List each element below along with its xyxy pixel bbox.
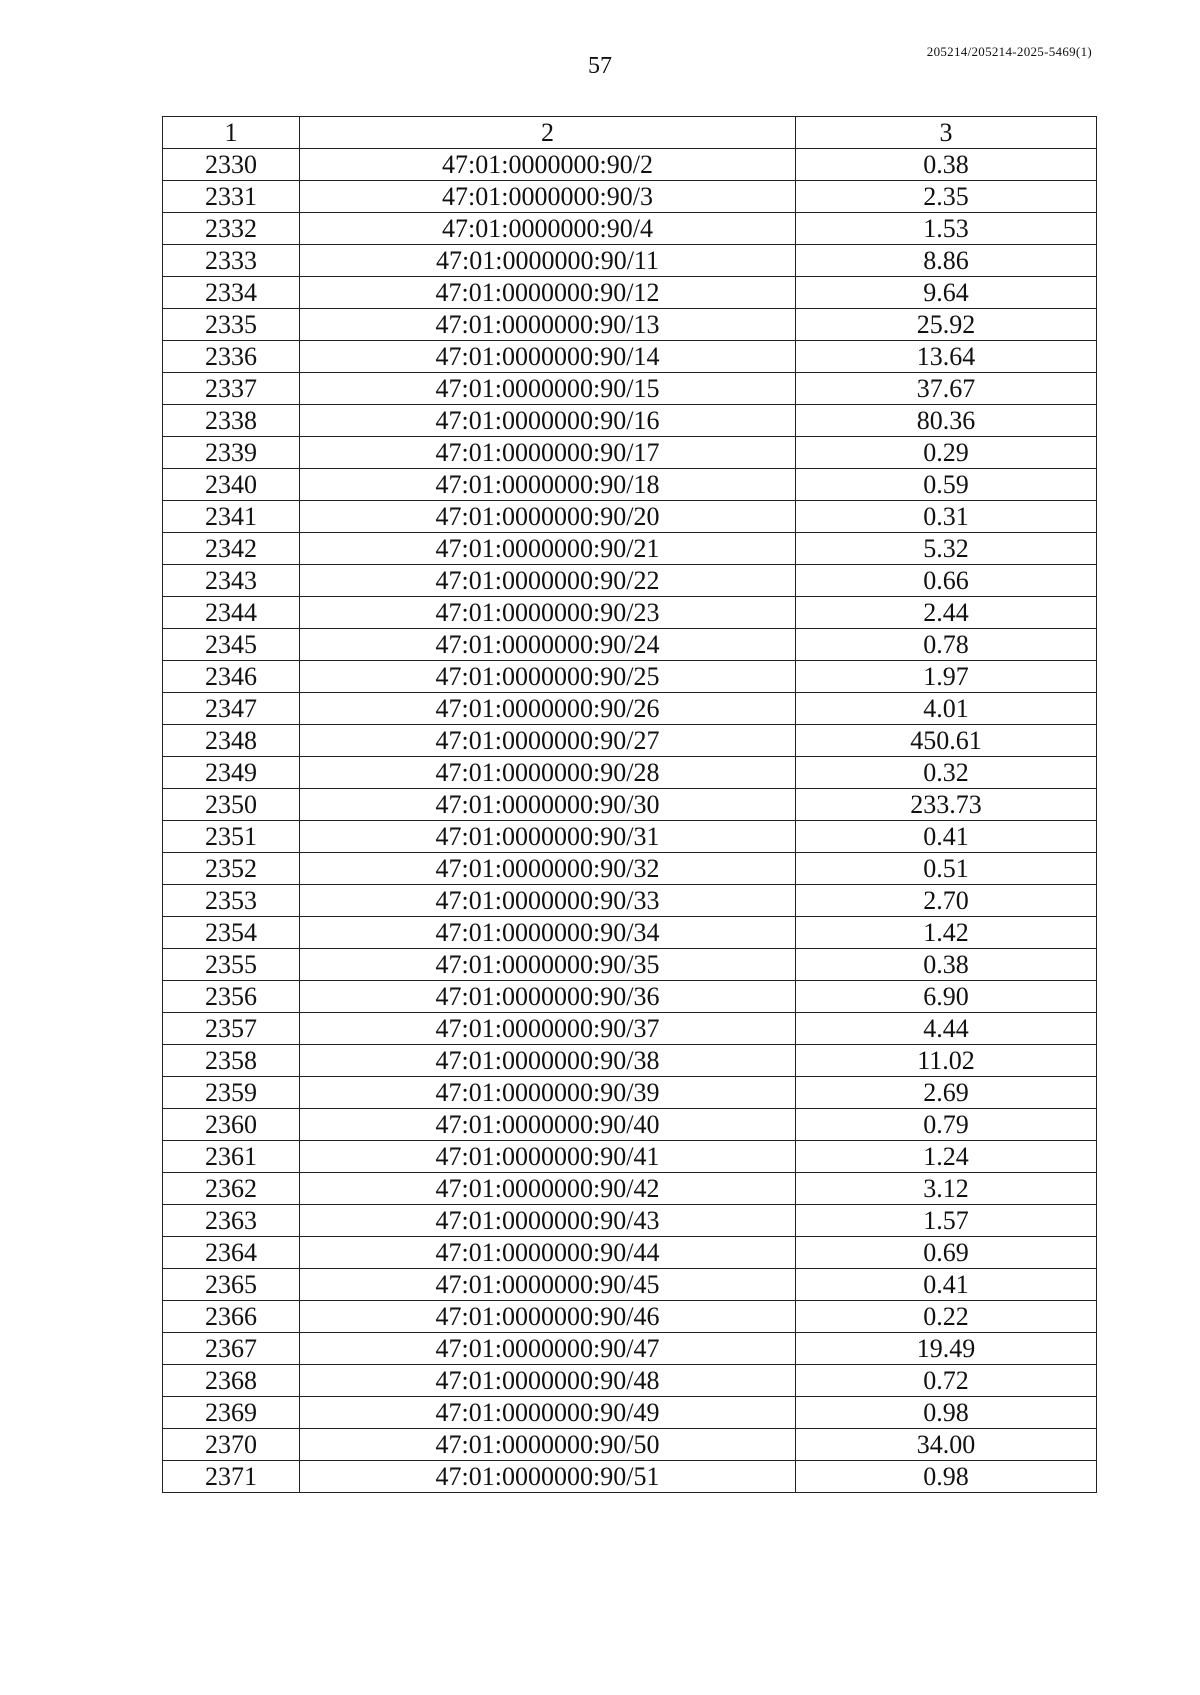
table-row <box>163 661 1097 693</box>
cadastral-number-cell: 47:01:0000000:90/45 <box>300 1269 796 1301</box>
cadastral-number-cell: 47:01:0000000:90/39 <box>300 1077 796 1109</box>
table-row <box>163 1077 1097 1109</box>
area-value-cell: 0.29 <box>796 437 1097 469</box>
cadastral-number-cell: 47:01:0000000:90/44 <box>300 1237 796 1269</box>
row-number-cell: 2344 <box>163 597 300 629</box>
table-row <box>163 1397 1097 1429</box>
cadastral-number-cell: 47:01:0000000:90/22 <box>300 565 796 597</box>
table-row <box>163 1365 1097 1397</box>
table-row <box>163 373 1097 405</box>
area-value-cell: 3.12 <box>796 1173 1097 1205</box>
row-number-cell: 2360 <box>163 1109 300 1141</box>
cadastral-number-cell: 47:01:0000000:90/30 <box>300 789 796 821</box>
cadastral-number-cell: 47:01:0000000:90/46 <box>300 1301 796 1333</box>
row-number-cell: 2365 <box>163 1269 300 1301</box>
cadastral-number-cell: 47:01:0000000:90/37 <box>300 1013 796 1045</box>
row-number-cell: 2340 <box>163 469 300 501</box>
area-value-cell: 0.98 <box>796 1461 1097 1493</box>
cadastral-number-cell: 47:01:0000000:90/38 <box>300 1045 796 1077</box>
table-row <box>163 1461 1097 1493</box>
row-number-cell: 2350 <box>163 789 300 821</box>
cadastral-number-cell: 47:01:0000000:90/24 <box>300 629 796 661</box>
row-number-cell: 2330 <box>163 149 300 181</box>
row-number-cell: 2336 <box>163 341 300 373</box>
row-number-cell: 2346 <box>163 661 300 693</box>
row-number-cell: 2361 <box>163 1141 300 1173</box>
table-row <box>163 821 1097 853</box>
area-value-cell: 0.59 <box>796 469 1097 501</box>
header-row <box>163 117 1097 149</box>
row-number-cell: 2356 <box>163 981 300 1013</box>
table-row <box>163 885 1097 917</box>
cadastral-number-cell: 47:01:0000000:90/16 <box>300 405 796 437</box>
table-row <box>163 1333 1097 1365</box>
table-row <box>163 245 1097 277</box>
row-number-cell: 2354 <box>163 917 300 949</box>
row-number-cell: 2338 <box>163 405 300 437</box>
area-value-cell: 0.32 <box>796 757 1097 789</box>
row-number-cell: 2337 <box>163 373 300 405</box>
cadastral-number-cell: 47:01:0000000:90/47 <box>300 1333 796 1365</box>
row-number-cell: 2367 <box>163 1333 300 1365</box>
cadastral-number-cell: 47:01:0000000:90/32 <box>300 853 796 885</box>
table-row <box>163 917 1097 949</box>
table-row <box>163 501 1097 533</box>
row-number-cell: 2362 <box>163 1173 300 1205</box>
area-value-cell: 2.70 <box>796 885 1097 917</box>
area-value-cell: 2.69 <box>796 1077 1097 1109</box>
area-value-cell: 4.01 <box>796 693 1097 725</box>
row-number-cell: 2353 <box>163 885 300 917</box>
row-number-cell: 2351 <box>163 821 300 853</box>
row-number-cell: 2331 <box>163 181 300 213</box>
row-number-cell: 2357 <box>163 1013 300 1045</box>
row-number-cell: 2364 <box>163 1237 300 1269</box>
cadastral-number-cell: 47:01:0000000:90/12 <box>300 277 796 309</box>
table-row <box>163 1013 1097 1045</box>
area-value-cell: 8.86 <box>796 245 1097 277</box>
cadastral-number-cell: 47:01:0000000:90/50 <box>300 1429 796 1461</box>
column-header-2: 2 <box>300 117 796 149</box>
area-value-cell: 9.64 <box>796 277 1097 309</box>
table-row <box>163 789 1097 821</box>
area-value-cell: 4.44 <box>796 1013 1097 1045</box>
cadastral-number-cell: 47:01:0000000:90/33 <box>300 885 796 917</box>
area-value-cell: 1.97 <box>796 661 1097 693</box>
cadastral-number-cell: 47:01:0000000:90/17 <box>300 437 796 469</box>
table-row <box>163 469 1097 501</box>
area-value-cell: 34.00 <box>796 1429 1097 1461</box>
table-header <box>163 117 1097 149</box>
row-number-cell: 2358 <box>163 1045 300 1077</box>
table-row <box>163 1237 1097 1269</box>
row-number-cell: 2334 <box>163 277 300 309</box>
area-value-cell: 0.69 <box>796 1237 1097 1269</box>
row-number-cell: 2349 <box>163 757 300 789</box>
row-number-cell: 2341 <box>163 501 300 533</box>
area-value-cell: 19.49 <box>796 1333 1097 1365</box>
cadastral-number-cell: 47:01:0000000:90/25 <box>300 661 796 693</box>
table-row <box>163 949 1097 981</box>
cadastral-number-cell: 47:01:0000000:90/2 <box>300 149 796 181</box>
area-value-cell: 0.78 <box>796 629 1097 661</box>
area-value-cell: 25.92 <box>796 309 1097 341</box>
table-row <box>163 853 1097 885</box>
area-value-cell: 1.42 <box>796 917 1097 949</box>
table-row <box>163 533 1097 565</box>
table-row <box>163 1109 1097 1141</box>
cadastral-number-cell: 47:01:0000000:90/35 <box>300 949 796 981</box>
table-row <box>163 1301 1097 1333</box>
table-row <box>163 277 1097 309</box>
row-number-cell: 2335 <box>163 309 300 341</box>
area-value-cell: 0.51 <box>796 853 1097 885</box>
row-number-cell: 2342 <box>163 533 300 565</box>
cadastral-number-cell: 47:01:0000000:90/51 <box>300 1461 796 1493</box>
row-number-cell: 2332 <box>163 213 300 245</box>
table-row <box>163 565 1097 597</box>
row-number-cell: 2347 <box>163 693 300 725</box>
table-row <box>163 1429 1097 1461</box>
area-value-cell: 0.38 <box>796 949 1097 981</box>
row-number-cell: 2355 <box>163 949 300 981</box>
cadastral-number-cell: 47:01:0000000:90/21 <box>300 533 796 565</box>
cadastral-number-cell: 47:01:0000000:90/40 <box>300 1109 796 1141</box>
cadastral-number-cell: 47:01:0000000:90/49 <box>300 1397 796 1429</box>
area-value-cell: 0.98 <box>796 1397 1097 1429</box>
area-value-cell: 2.44 <box>796 597 1097 629</box>
area-value-cell: 80.36 <box>796 405 1097 437</box>
area-value-cell: 5.32 <box>796 533 1097 565</box>
table-row <box>163 981 1097 1013</box>
cadastral-number-cell: 47:01:0000000:90/42 <box>300 1173 796 1205</box>
cadastral-number-cell: 47:01:0000000:90/48 <box>300 1365 796 1397</box>
area-value-cell: 0.38 <box>796 149 1097 181</box>
cadastral-number-cell: 47:01:0000000:90/34 <box>300 917 796 949</box>
area-value-cell: 1.57 <box>796 1205 1097 1237</box>
area-value-cell: 11.02 <box>796 1045 1097 1077</box>
table-row <box>163 309 1097 341</box>
cadastral-number-cell: 47:01:0000000:90/43 <box>300 1205 796 1237</box>
area-value-cell: 6.90 <box>796 981 1097 1013</box>
cadastral-table <box>162 116 1097 1493</box>
cadastral-number-cell: 47:01:0000000:90/13 <box>300 309 796 341</box>
page-number: 57 <box>588 53 612 79</box>
table-row <box>163 597 1097 629</box>
table-row <box>163 1141 1097 1173</box>
row-number-cell: 2371 <box>163 1461 300 1493</box>
area-value-cell: 1.24 <box>796 1141 1097 1173</box>
row-number-cell: 2343 <box>163 565 300 597</box>
table-row <box>163 693 1097 725</box>
area-value-cell: 233.73 <box>796 789 1097 821</box>
cadastral-number-cell: 47:01:0000000:90/31 <box>300 821 796 853</box>
cadastral-number-cell: 47:01:0000000:90/41 <box>300 1141 796 1173</box>
cadastral-number-cell: 47:01:0000000:90/4 <box>300 213 796 245</box>
row-number-cell: 2352 <box>163 853 300 885</box>
area-value-cell: 13.64 <box>796 341 1097 373</box>
table-body <box>163 149 1097 1493</box>
table-row <box>163 1173 1097 1205</box>
area-value-cell: 0.41 <box>796 821 1097 853</box>
table-row <box>163 213 1097 245</box>
row-number-cell: 2333 <box>163 245 300 277</box>
cadastral-number-cell: 47:01:0000000:90/27 <box>300 725 796 757</box>
cadastral-number-cell: 47:01:0000000:90/15 <box>300 373 796 405</box>
table-row <box>163 405 1097 437</box>
table-row <box>163 757 1097 789</box>
cadastral-number-cell: 47:01:0000000:90/23 <box>300 597 796 629</box>
cadastral-number-cell: 47:01:0000000:90/26 <box>300 693 796 725</box>
table-row <box>163 1269 1097 1301</box>
area-value-cell: 450.61 <box>796 725 1097 757</box>
column-header-1: 1 <box>163 117 300 149</box>
document-reference: 205214/205214-2025-5469(1) <box>926 44 1092 59</box>
column-header-3: 3 <box>796 117 1097 149</box>
table-row <box>163 341 1097 373</box>
table-row <box>163 629 1097 661</box>
area-value-cell: 0.41 <box>796 1269 1097 1301</box>
row-number-cell: 2363 <box>163 1205 300 1237</box>
cadastral-number-cell: 47:01:0000000:90/14 <box>300 341 796 373</box>
row-number-cell: 2348 <box>163 725 300 757</box>
area-value-cell: 0.66 <box>796 565 1097 597</box>
table-row <box>163 181 1097 213</box>
row-number-cell: 2359 <box>163 1077 300 1109</box>
area-value-cell: 2.35 <box>796 181 1097 213</box>
cadastral-number-cell: 47:01:0000000:90/18 <box>300 469 796 501</box>
table-row <box>163 725 1097 757</box>
cadastral-number-cell: 47:01:0000000:90/11 <box>300 245 796 277</box>
area-value-cell: 0.79 <box>796 1109 1097 1141</box>
table-row <box>163 149 1097 181</box>
row-number-cell: 2368 <box>163 1365 300 1397</box>
cadastral-number-cell: 47:01:0000000:90/28 <box>300 757 796 789</box>
row-number-cell: 2366 <box>163 1301 300 1333</box>
area-value-cell: 0.22 <box>796 1301 1097 1333</box>
table-row <box>163 437 1097 469</box>
area-value-cell: 0.31 <box>796 501 1097 533</box>
cadastral-number-cell: 47:01:0000000:90/36 <box>300 981 796 1013</box>
area-value-cell: 1.53 <box>796 213 1097 245</box>
row-number-cell: 2339 <box>163 437 300 469</box>
table-row <box>163 1045 1097 1077</box>
cadastral-number-cell: 47:01:0000000:90/20 <box>300 501 796 533</box>
area-value-cell: 37.67 <box>796 373 1097 405</box>
area-value-cell: 0.72 <box>796 1365 1097 1397</box>
table-row <box>163 1205 1097 1237</box>
row-number-cell: 2345 <box>163 629 300 661</box>
row-number-cell: 2370 <box>163 1429 300 1461</box>
row-number-cell: 2369 <box>163 1397 300 1429</box>
cadastral-number-cell: 47:01:0000000:90/3 <box>300 181 796 213</box>
